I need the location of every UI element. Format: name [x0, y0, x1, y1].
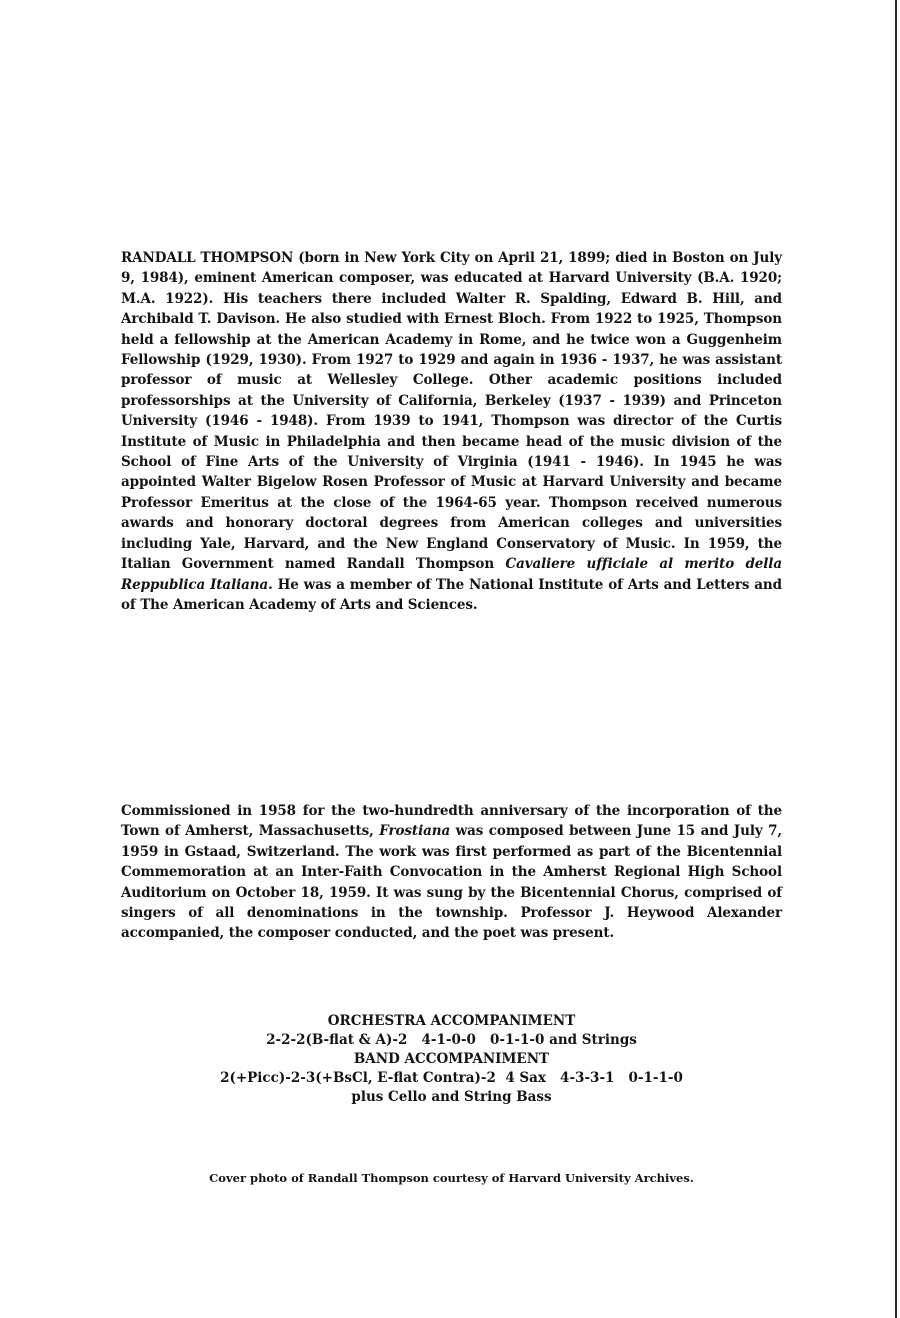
commission-text-1: Commissioned in 1958 for the two-hundredth anniversary of the incorporation of the Town of Amherst, Massachusetts,: [121, 803, 782, 840]
italian-honor-title: Cavaliere ufficiale al merito della Reppublica Italiana.: [121, 556, 782, 593]
band-scoring: 2(+Picc)-2-3(+BsCl, E-flat Contra)-2 4 Sax 4-3-3-1 0-1-1-0: [220, 1070, 683, 1086]
orchestra-scoring: 2-2-2(B-flat & A)-2 4-1-0-0 0-1-1-0 and Strings: [266, 1032, 637, 1048]
bio-text-2: He was a member of The National Institute of Arts and Letters and of The American Academy of Arts and Sciences.: [121, 576, 782, 613]
page-edge-line: [895, 0, 897, 1318]
composer-biography: [121, 248, 782, 615]
commission-text-2: was composed between June 15 and July 7, 1959 in Gstaad, Switzerland. The work was first performed as part of the Bicentennial Commemoration at an Inter-Faith Convocation in the Amherst Regional High School Auditorium on October 18, 1959. It was sung by the Bicentennial Chorus, comprised of singers of all denominations in the township. Professor J. Heywood Alexander accompanied, the composer conducted, and the poet was present.: [121, 823, 782, 942]
work-title: Frostiana: [379, 823, 451, 840]
orchestra-heading: ORCHESTRA ACCOMPANIMENT: [327, 1013, 576, 1029]
band-scoring-extra: plus Cello and String Bass: [351, 1089, 552, 1105]
photo-credit: Cover photo of Randall Thompson courtesy of Harvard University Archives.: [209, 1171, 694, 1185]
band-heading: BAND ACCOMPANIMENT: [353, 1051, 550, 1067]
commission-history: [121, 801, 782, 944]
instrumentation-block: [121, 1012, 782, 1107]
bio-text-1: RANDALL THOMPSON (born in New York City on April 21, 1899; died in Boston on July 9, 1984), eminent American composer, was educated at Harvard University (B.A. 1920; M.A. 1922). His teachers there included Walter R. Spalding, Edward B. Hill, and Archibald T. Davison. He also studied with Ernest Bloch. From 1922 to 1925, Thompson held a fellowship at the American Academy in Rome, and he twice won a Guggenheim Fellowship (1929, 1930). From 1927 to 1929 and again in 1936 - 1937, he was assistant professor of music at Wellesley College. Other academic positions included professorships at the University of California, Berkeley (1937 - 1939) and Princeton University (1946 - 1948). From 1939 to 1941, Thompson was director of the Curtis Institute of Music in Philadelphia and then became head of the music division of the School of Fine Arts of the University of Virginia (1941 - 1946). In 1945 he was appointed Walter Bigelow Rosen Professor of Music at Harvard University and became Professor Emeritus at the close of the 1964-65 year. Thompson received numerous awards and honorary doctoral degrees from American colleges and universities including Yale, Harvard, and the New England Conservatory of Music. In 1959, the Italian Government named Randall Thompson: [121, 250, 782, 573]
